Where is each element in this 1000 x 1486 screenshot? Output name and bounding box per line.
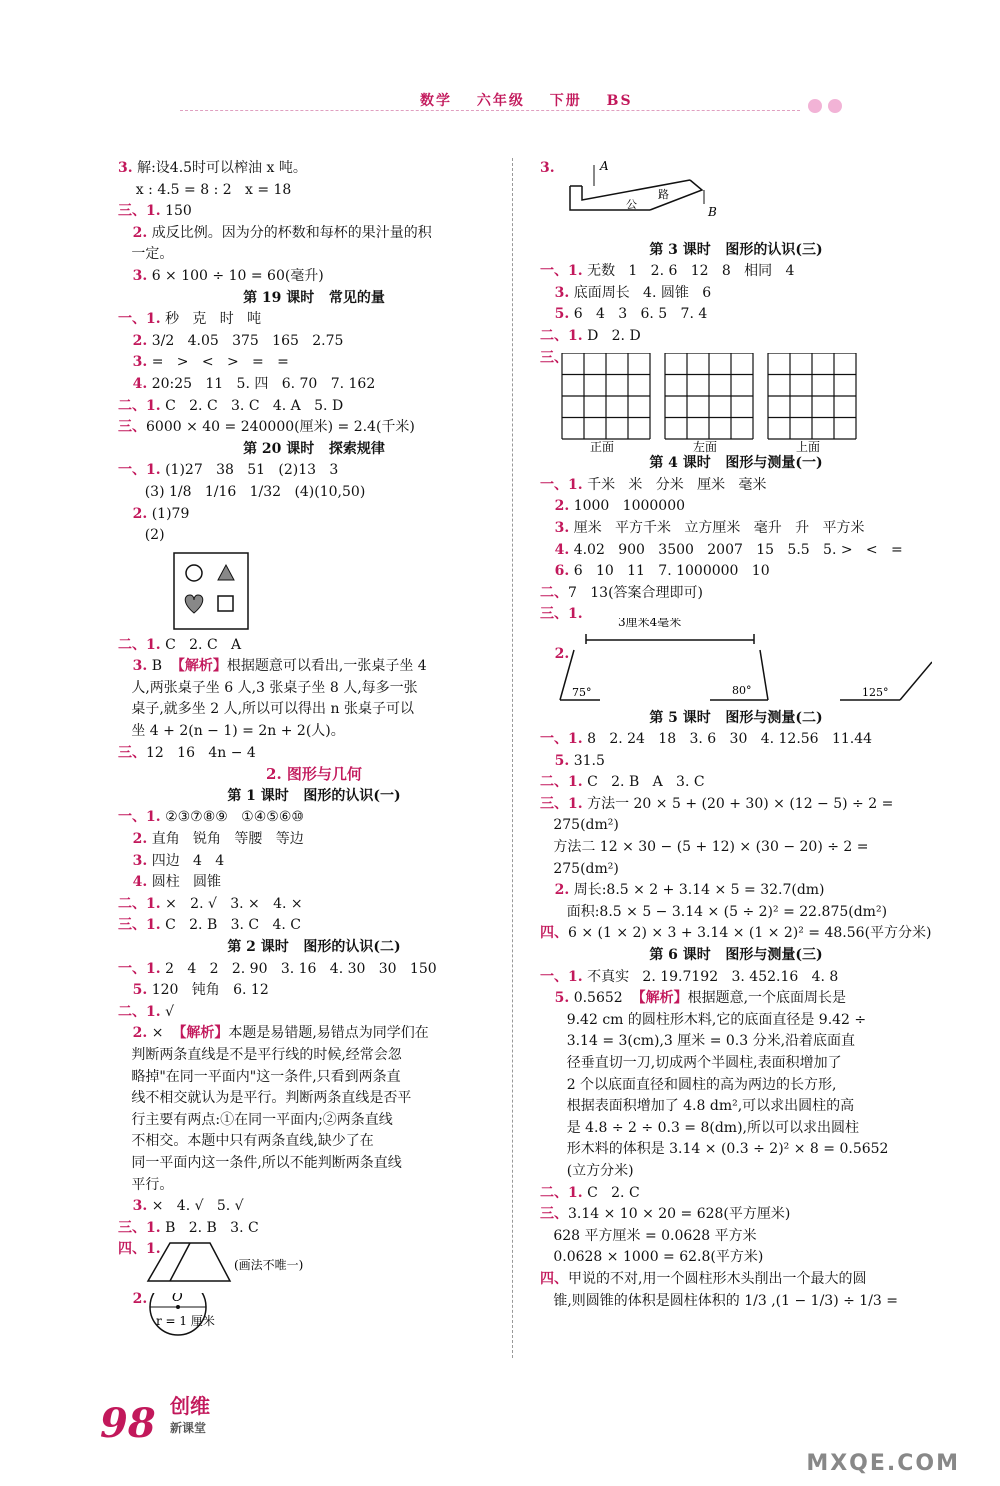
answer-line xyxy=(118,980,510,1002)
answer-text: 3/2 4.05 375 165 2.75 xyxy=(147,332,344,349)
answer-line xyxy=(540,1010,932,1032)
answer-text: 4.02 900 3500 2007 15 5.5 5. > < = xyxy=(569,541,903,558)
brand-sub: 新课堂 xyxy=(170,1421,207,1435)
answer-text: B 2. B 3. C xyxy=(160,1219,259,1236)
item-number: 一、1. xyxy=(118,960,161,977)
angle-label-75: 75° xyxy=(572,685,592,699)
answer-line xyxy=(118,1175,510,1197)
circle-figure xyxy=(118,1290,510,1339)
answer-line xyxy=(118,1023,510,1045)
lesson-heading xyxy=(118,439,510,461)
answer-text: 2. 图形与几何 xyxy=(266,765,362,784)
item-number: 3. xyxy=(118,852,148,869)
answer-line xyxy=(118,396,510,418)
answer-line xyxy=(118,1218,510,1240)
answer-line xyxy=(118,201,510,223)
answer-line xyxy=(118,829,510,851)
answer-line xyxy=(540,880,932,902)
item-number: 6. xyxy=(540,563,570,580)
item-number: 二、1. xyxy=(118,636,161,653)
answer-line xyxy=(118,894,510,916)
answer-line xyxy=(540,794,932,816)
answer-text: 解:设4.5时可以榨油 x 吨。 xyxy=(132,160,307,176)
answer-line xyxy=(118,331,510,353)
answer-line xyxy=(118,721,510,743)
item-number: 一、1. xyxy=(118,462,161,479)
lesson-heading xyxy=(118,288,510,310)
brand-name: 创维 xyxy=(170,1394,210,1418)
answer-line xyxy=(540,988,932,1010)
item-number: 3. xyxy=(118,354,148,371)
answer-line xyxy=(540,1226,932,1248)
answer-line xyxy=(118,1067,510,1089)
answer-line xyxy=(118,1153,510,1175)
item-number: 2. xyxy=(118,831,148,848)
answer-text: = > < > = = xyxy=(147,354,289,371)
answer-line xyxy=(118,699,510,721)
item-number: 2. xyxy=(118,1290,148,1307)
answer-line xyxy=(118,374,510,396)
answer-text: 厘米 平方千米 立方厘米 毫升 升 平方米 xyxy=(569,519,865,536)
answer-text: 方法一 20 × 5 + (20 + 30) × (12 − 5) ÷ 2 = xyxy=(582,795,894,812)
answer-text: 周长:8.5 × 2 + 3.14 × 5 = 32.7(dm) xyxy=(569,882,825,899)
segment-label: 3厘米4毫米 xyxy=(618,617,682,629)
lesson-heading xyxy=(540,708,932,730)
item-number: 三、1. xyxy=(118,1219,161,1236)
page-number: 98 xyxy=(100,1400,156,1447)
answer-column-right xyxy=(540,158,932,1312)
answer-text: 6 × 100 ÷ 10 = 60(毫升) xyxy=(147,267,324,284)
answer-line xyxy=(540,1075,932,1097)
page-header xyxy=(0,60,1000,120)
answer-line xyxy=(118,1110,510,1132)
answer-text: 7 13(答案合理即可) xyxy=(568,584,703,601)
item-number: 三、 xyxy=(118,744,146,761)
answer-line xyxy=(540,923,932,945)
item-number: 4. xyxy=(540,541,570,558)
answer-text: 12 16 4n − 4 xyxy=(146,744,256,761)
item-number: 三、1. xyxy=(118,917,161,934)
answer-line xyxy=(540,475,932,497)
angle-label-125: 125° xyxy=(862,685,889,699)
answer-line xyxy=(540,751,932,773)
item-number: 2. xyxy=(118,224,148,241)
answer-text: 第 2 课时 图形的认识(二) xyxy=(227,939,401,955)
answer-line xyxy=(118,851,510,873)
answer-text: (3) 1/8 1/16 1/32 (4)(10,50) xyxy=(118,483,366,500)
item-number: 3. xyxy=(540,160,555,176)
heart-icon xyxy=(185,595,203,613)
item-number: 二、1. xyxy=(118,895,161,912)
answer-line xyxy=(540,518,932,540)
item-number: 四、 xyxy=(540,925,568,942)
answer-line xyxy=(540,326,932,348)
header-title xyxy=(420,90,651,110)
answer-text: 桌子,就多坐 2 人,所以可以得出 n 张桌子可以 xyxy=(118,701,414,718)
answer-line xyxy=(540,772,932,794)
answer-line xyxy=(118,223,510,245)
answer-line xyxy=(540,1269,932,1291)
item-number: 4. xyxy=(118,375,148,392)
answer-line xyxy=(540,304,932,326)
answer-text: 第 19 课时 常见的量 xyxy=(243,289,385,306)
answer-text: ②③⑦⑧⑨ ①④⑤⑥⑩ xyxy=(160,809,304,826)
answer-text: 行主要有两点:①在同一平面内;②两条直线 xyxy=(118,1111,393,1128)
angles-figure xyxy=(540,645,932,708)
answer-text: 20:25 11 5. 四 6. 70 7. 162 xyxy=(147,375,376,392)
item-number: 四、 xyxy=(540,1270,568,1287)
answer-text: × 【解析】本题是易错题,易错点为同学们在 xyxy=(147,1025,429,1042)
header-subject: 数学 xyxy=(420,93,452,109)
answer-line xyxy=(118,915,510,937)
answer-line xyxy=(118,244,510,266)
answer-line xyxy=(118,1045,510,1067)
header-rule xyxy=(180,110,800,111)
answer-line xyxy=(540,283,932,305)
circle-center-label: O xyxy=(172,1292,183,1305)
answer-text: 线不相交就认为是平行。判断两条直线是否平 xyxy=(118,1090,412,1107)
item-number: 3. xyxy=(540,519,570,536)
view-label-2: 上面 xyxy=(796,440,821,454)
answer-line xyxy=(118,959,510,981)
answer-text: 无数 1 2. 6 12 8 相同 4 xyxy=(582,263,795,280)
answer-text: 同一平面内这一条件,所以不能判断两条直线 xyxy=(118,1154,402,1171)
item-number: 二、1. xyxy=(540,774,583,791)
answer-line xyxy=(540,496,932,518)
answer-text: 0.5652 【解析】根据题意,一个底面周长是 xyxy=(569,990,847,1007)
header-dots xyxy=(808,98,848,117)
answer-line xyxy=(540,729,932,751)
answer-text: 径垂直切一刀,切成两个半圆柱,表面积增加了 xyxy=(540,1055,842,1071)
lesson-heading xyxy=(540,240,932,262)
item-number: 一、1. xyxy=(118,809,161,826)
watermark: MXQE.COM xyxy=(806,1451,960,1476)
answer-line xyxy=(540,1247,932,1269)
answer-text: 直角 锐角 等腰 等边 xyxy=(147,831,304,848)
answer-line xyxy=(540,1204,932,1226)
item-number: 一、1. xyxy=(540,476,583,493)
answer-text: C 2. C A xyxy=(160,636,242,653)
header-edition: BS xyxy=(606,93,633,109)
answer-text: 6000 × 40 = 240000(厘米) = 2.4(千米) xyxy=(146,419,415,436)
item-number: 5. xyxy=(540,752,570,769)
brand-logo xyxy=(170,1395,210,1439)
answer-line xyxy=(540,859,932,881)
answer-line xyxy=(118,460,510,482)
answer-line xyxy=(540,837,932,859)
answer-line xyxy=(540,1096,932,1118)
answer-text: 坐 4 + 2(n − 1) = 2n + 2(人)。 xyxy=(118,723,345,740)
item-number: 2. xyxy=(118,332,148,349)
answer-text: 150 xyxy=(160,203,192,220)
answer-line xyxy=(540,1161,932,1183)
answer-text: C 2. B A 3. C xyxy=(582,774,705,791)
triangle-icon xyxy=(218,565,234,580)
item-number: 5. xyxy=(540,306,570,323)
answer-text: 628 平方厘米 = 0.0628 平方米 xyxy=(540,1227,757,1244)
answer-line xyxy=(118,158,510,180)
answer-text: 秒 克 时 吨 xyxy=(160,311,262,328)
answer-text: 275(dm²) xyxy=(540,860,619,877)
item-number: 2. xyxy=(118,505,148,522)
view-label-1: 左面 xyxy=(693,440,718,454)
answer-text: 方法二 12 × 30 − (5 + 12) × (30 − 20) ÷ 2 = xyxy=(540,839,869,856)
answer-line xyxy=(118,656,510,678)
item-number: 二、1. xyxy=(118,397,161,414)
answer-text: 第 6 课时 图形与测量(三) xyxy=(649,947,823,964)
circle-radius-label: r = 1 厘米 xyxy=(156,1313,215,1328)
answer-text: 底面周长 4. 圆锥 6 xyxy=(569,284,712,301)
answer-text: 6 × (1 × 2) × 3 + 3.14 × (1 × 2)² = 48.56(平方分米) xyxy=(568,925,932,942)
answer-text: (立方分米) xyxy=(540,1162,634,1179)
answer-text: 0.0628 × 1000 = 62.8(平方米) xyxy=(540,1249,764,1266)
answer-line xyxy=(540,902,932,924)
answer-text: 第 1 课时 图形的认识(一) xyxy=(227,787,401,804)
answer-text: 2 个以底面直径和圆柱的高为两边的长方形, xyxy=(540,1076,837,1093)
answer-text: 不相交。本题中只有两条直线,缺少了在 xyxy=(118,1133,374,1150)
point-a-label: A xyxy=(600,159,609,173)
answer-text: 面积:8.5 × 5 − 3.14 × (5 ÷ 2)² = 22.875(dm²) xyxy=(540,903,888,920)
answer-text: x : 4.5 = 8 : 2 x = 18 xyxy=(118,181,292,198)
answer-text: 3.14 = 3(cm),3 厘米 = 0.3 分米,沿着底面直 xyxy=(540,1033,856,1050)
item-number: 一、1. xyxy=(118,311,161,328)
answer-text: 8 2. 24 18 3. 6 30 4. 12.56 11.44 xyxy=(582,731,873,748)
answer-text: 3.14 × 10 × 20 = 628(平方厘米) xyxy=(568,1206,791,1223)
answer-line xyxy=(118,1088,510,1110)
answer-line xyxy=(540,583,932,605)
answer-text: (1)27 38 51 (2)13 3 xyxy=(160,462,339,479)
item-number: 一、1. xyxy=(540,263,583,280)
answer-text: 平行。 xyxy=(118,1176,174,1193)
item-number: 5. xyxy=(118,982,148,999)
trapezoid-figure xyxy=(118,1239,510,1289)
item-number: 2. xyxy=(540,645,570,662)
answer-line xyxy=(540,1053,932,1075)
lesson-heading xyxy=(540,945,932,967)
answer-line xyxy=(540,967,932,989)
answer-line xyxy=(118,678,510,700)
answer-line xyxy=(118,504,510,526)
answer-line xyxy=(540,1183,932,1205)
answer-line xyxy=(118,417,510,439)
answer-line xyxy=(118,180,510,202)
answer-text: (2) xyxy=(118,527,165,544)
answer-line xyxy=(540,1031,932,1053)
item-number: 三、 xyxy=(540,1206,568,1223)
road-label-1: 公 xyxy=(626,197,637,211)
answer-text: 判断两条直线是不是平行线的时候,经常会忽 xyxy=(118,1046,402,1063)
road-figure xyxy=(540,160,932,240)
answer-text: C 2. C 3. C 4. A 5. D xyxy=(160,397,344,414)
answer-text: 形木料的体积是 3.14 × (0.3 ÷ 2)² × 8 = 0.5652 xyxy=(540,1141,889,1158)
segment-figure xyxy=(540,618,932,644)
unit-heading xyxy=(118,764,510,786)
item-number: 三、 xyxy=(118,419,146,436)
answer-line xyxy=(118,352,510,374)
item-number: 三、1. xyxy=(540,606,583,623)
answer-line xyxy=(118,807,510,829)
answer-text: 锥,则圆锥的体积是圆柱体积的 1/3 ,(1 − 1/3) ÷ 1/3 = xyxy=(540,1292,899,1309)
angle-label-80: 80° xyxy=(732,683,752,697)
answer-text: 120 钝角 6. 12 xyxy=(147,982,269,999)
item-number: 3. xyxy=(118,1198,148,1215)
item-number: 一、1. xyxy=(540,731,583,748)
answer-line xyxy=(540,540,932,562)
answer-text: 是 4.8 ÷ 2 ÷ 0.3 = 8(dm),所以可以求出圆柱 xyxy=(540,1119,859,1136)
item-number: 2. xyxy=(540,498,570,515)
answer-text: (1)79 xyxy=(147,505,190,522)
answer-text: 甲说的不对,用一个圆柱形木头削出一个最大的圆 xyxy=(568,1270,867,1287)
lesson-heading xyxy=(540,453,932,475)
item-number: 3. xyxy=(118,658,148,675)
item-number: 三、1. xyxy=(540,795,583,812)
three-views-figure xyxy=(540,353,932,453)
answer-text: D 2. D xyxy=(582,327,641,344)
item-number: 二、1. xyxy=(540,327,583,344)
answer-line xyxy=(118,635,510,657)
answer-column-left xyxy=(118,158,510,1339)
item-number: 四、1. xyxy=(118,1241,161,1258)
answer-line xyxy=(118,743,510,765)
answer-line xyxy=(118,482,510,504)
answer-text: C 2. C xyxy=(582,1184,640,1201)
item-number: 3. xyxy=(540,284,570,301)
answer-text: 6 4 3 6. 5 7. 4 xyxy=(569,306,708,323)
answer-text: 9.42 cm 的圆柱形木料,它的底面直径是 9.42 ÷ xyxy=(540,1011,867,1028)
answer-text: 千米 米 分米 厘米 毫米 xyxy=(582,476,767,493)
item-number: 三、1. xyxy=(118,203,161,220)
answer-line xyxy=(118,525,510,547)
lesson-heading xyxy=(118,937,510,959)
answer-text: 圆柱 圆锥 xyxy=(147,874,222,891)
answer-text: × 2. √ 3. × 4. × xyxy=(160,895,303,912)
shapes-figure xyxy=(118,547,510,635)
answer-line xyxy=(118,1002,510,1024)
answer-text: C 2. B 3. C 4. C xyxy=(160,917,301,934)
item-number: 3. xyxy=(118,267,148,284)
answer-text: 第 4 课时 图形与测量(一) xyxy=(649,455,823,472)
answer-text: 不真实 2. 19.7192 3. 452.16 4. 8 xyxy=(582,968,839,985)
answer-text: 第 20 课时 探索规律 xyxy=(243,440,385,457)
answer-text: 1000 1000000 xyxy=(569,498,686,515)
square-icon xyxy=(218,596,233,611)
answer-text: 第 3 课时 图形的认识(三) xyxy=(649,241,823,258)
view-label-0: 正面 xyxy=(590,440,615,454)
answer-text: 根据表面积增加了 4.8 dm²,可以求出圆柱的高 xyxy=(540,1098,855,1115)
answer-line xyxy=(540,1118,932,1140)
road-label-2: 路 xyxy=(658,187,669,201)
answer-text: 31.5 xyxy=(569,752,605,769)
item-number: 三、 xyxy=(540,349,568,366)
answer-line xyxy=(540,561,932,583)
trapezoid-note: (画法不唯一) xyxy=(234,1257,304,1272)
answer-text: 四边 4 4 xyxy=(147,852,225,869)
answer-line xyxy=(540,1291,932,1313)
answer-line xyxy=(118,266,510,288)
answer-text: 成反比例。因为分的杯数和每杯的果汁量的积 xyxy=(147,224,432,241)
header-grade: 六年级 xyxy=(476,93,525,109)
item-number: 2. xyxy=(118,1025,148,1042)
answer-text: 人,两张桌子坐 6 人,3 张桌子坐 8 人,每多一张 xyxy=(118,679,418,696)
column-divider xyxy=(512,158,513,1358)
answer-text: 275(dm²) xyxy=(540,817,619,834)
answer-line xyxy=(118,309,510,331)
answer-text: 2 4 2 2. 90 3. 16 4. 30 30 150 xyxy=(160,960,437,977)
answer-text: 略掉"在同一平面内"这一条件,只看到两条直 xyxy=(118,1068,401,1085)
answer-text: B 【解析】根据题意可以看出,一张桌子坐 4 xyxy=(147,658,427,675)
answer-line xyxy=(118,1131,510,1153)
answer-line xyxy=(118,1196,510,1218)
answer-line xyxy=(118,872,510,894)
answer-line xyxy=(540,815,932,837)
header-volume: 下册 xyxy=(549,93,582,109)
answer-line xyxy=(540,1139,932,1161)
point-b-label: B xyxy=(708,204,717,219)
answer-text: × 4. √ 5. √ xyxy=(147,1198,244,1215)
item-number: 2. xyxy=(540,882,570,899)
item-number: 二、 xyxy=(540,584,568,601)
answer-line xyxy=(540,261,932,283)
answer-text: 6 10 11 7. 1000000 10 xyxy=(569,563,770,580)
lesson-heading xyxy=(118,786,510,808)
item-number: 二、1. xyxy=(118,1003,161,1020)
circle-icon xyxy=(186,565,202,581)
answer-text: 第 5 课时 图形与测量(二) xyxy=(649,709,823,726)
shapes-svg xyxy=(118,547,510,635)
item-number: 4. xyxy=(118,874,148,891)
item-number: 3. xyxy=(118,160,133,176)
item-number: 一、1. xyxy=(540,968,583,985)
item-number: 5. xyxy=(540,990,570,1007)
answer-text: √ xyxy=(160,1003,174,1020)
item-number: 二、1. xyxy=(540,1184,583,1201)
answer-text: 一定。 xyxy=(118,246,174,263)
